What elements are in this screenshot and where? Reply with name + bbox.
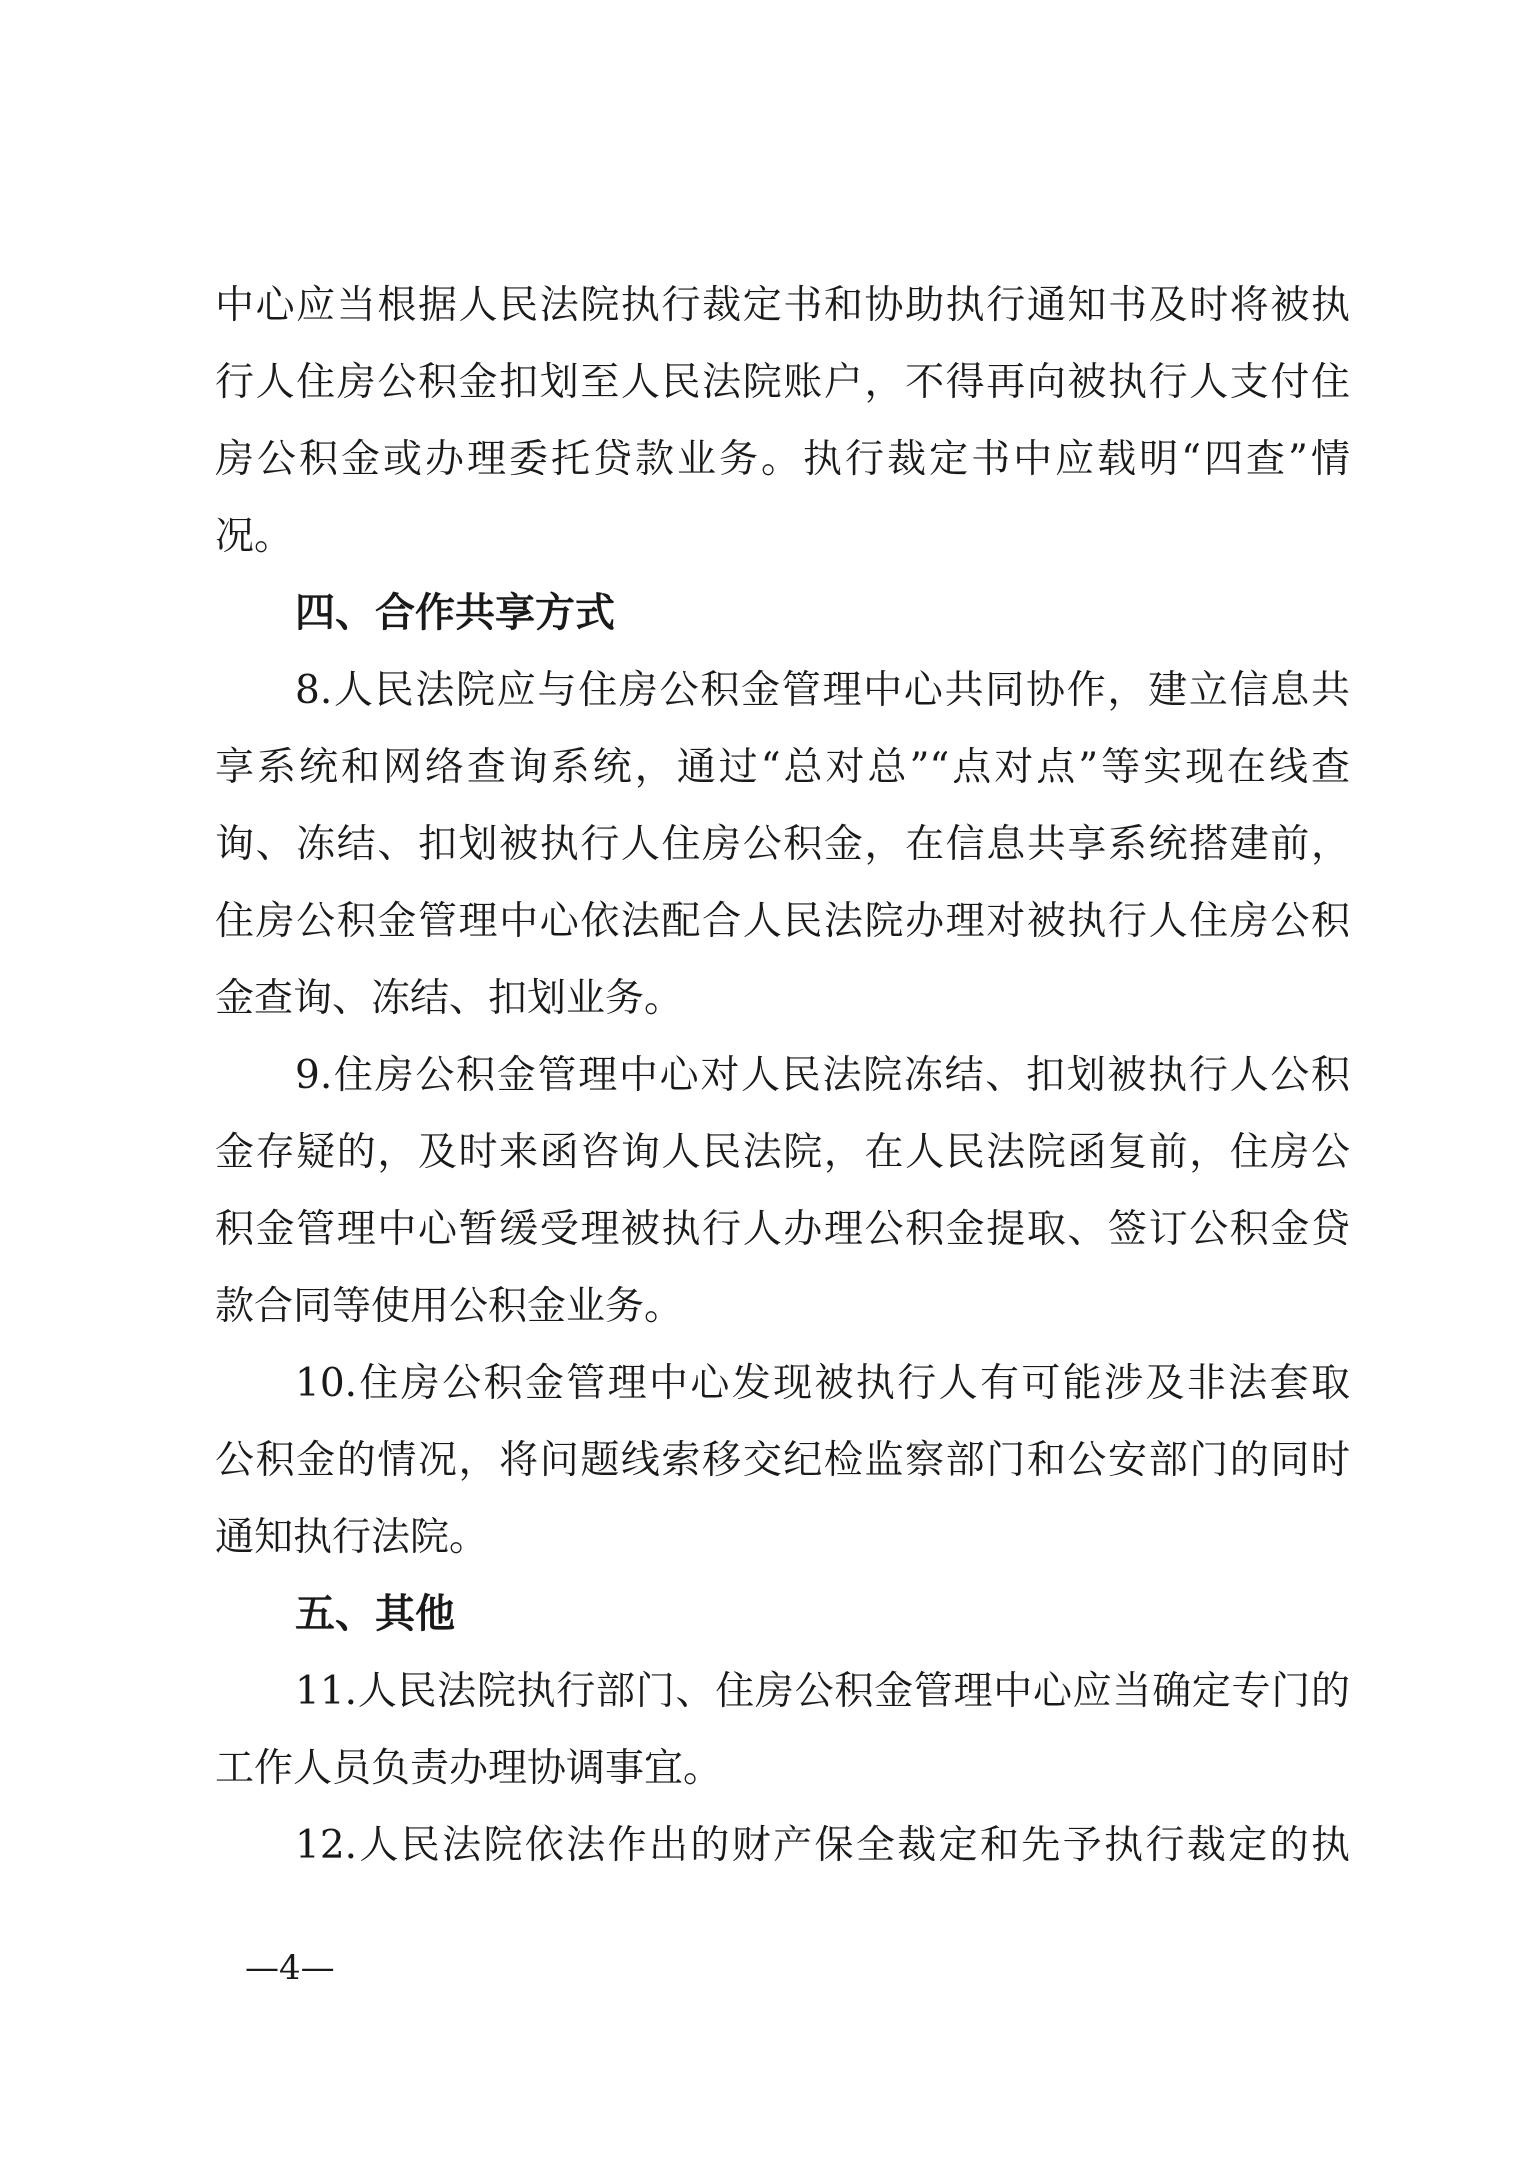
text-line: 积金管理中心暂缓受理被执行人办理公积金提取、签订公积金贷 bbox=[215, 1207, 1350, 1252]
text-line: 况。 bbox=[215, 514, 294, 559]
text-line: 享系统和网络查询系统，通过“总对总”“点对点”等实现在线查 bbox=[215, 745, 1350, 790]
text-line: 通知执行法院。 bbox=[215, 1515, 489, 1560]
text-line: 公积金的情况，将问题线索移交纪检监察部门和公安部门的同时 bbox=[215, 1438, 1350, 1483]
paragraph-first-line: 8.人民法院应与住房公积金管理中心共同协作，建立信息共 bbox=[295, 668, 1350, 713]
paragraph-first-line: 11.人民法院执行部门、住房公积金管理中心应当确定专门的 bbox=[295, 1669, 1350, 1714]
text-line: 房公积金或办理委托贷款业务。执行裁定书中应载明“四查”情 bbox=[215, 437, 1350, 482]
text-line: 金存疑的，及时来函咨询人民法院，在人民法院函复前，住房公 bbox=[215, 1130, 1350, 1175]
text-line: 金查询、冻结、扣划业务。 bbox=[215, 976, 684, 1021]
section-heading: 五、其他 bbox=[295, 1591, 455, 1637]
text-line: 行人住房公积金扣划至人民法院账户，不得再向被执行人支付住 bbox=[215, 360, 1350, 405]
paragraph-first-line: 9.住房公积金管理中心对人民法院冻结、扣划被执行人公积 bbox=[295, 1053, 1350, 1098]
document-body bbox=[215, 267, 1350, 1884]
text-line: 中心应当根据人民法院执行裁定书和协助执行通知书及时将被执 bbox=[215, 283, 1350, 328]
text-line: 住房公积金管理中心依法配合人民法院办理对被执行人住房公积 bbox=[215, 899, 1350, 944]
page-number: —4— bbox=[245, 1948, 335, 1988]
text-line: 款合同等使用公积金业务。 bbox=[215, 1284, 684, 1329]
text-line: 询、冻结、扣划被执行人住房公积金，在信息共享系统搭建前， bbox=[215, 822, 1350, 867]
section-heading: 四、合作共享方式 bbox=[295, 590, 615, 636]
paragraph-first-line: 10.住房公积金管理中心发现被执行人有可能涉及非法套取 bbox=[295, 1361, 1350, 1406]
text-line: 工作人员负责办理协调事宜。 bbox=[215, 1746, 723, 1791]
paragraph-first-line: 12.人民法院依法作出的财产保全裁定和先予执行裁定的执 bbox=[295, 1823, 1350, 1868]
